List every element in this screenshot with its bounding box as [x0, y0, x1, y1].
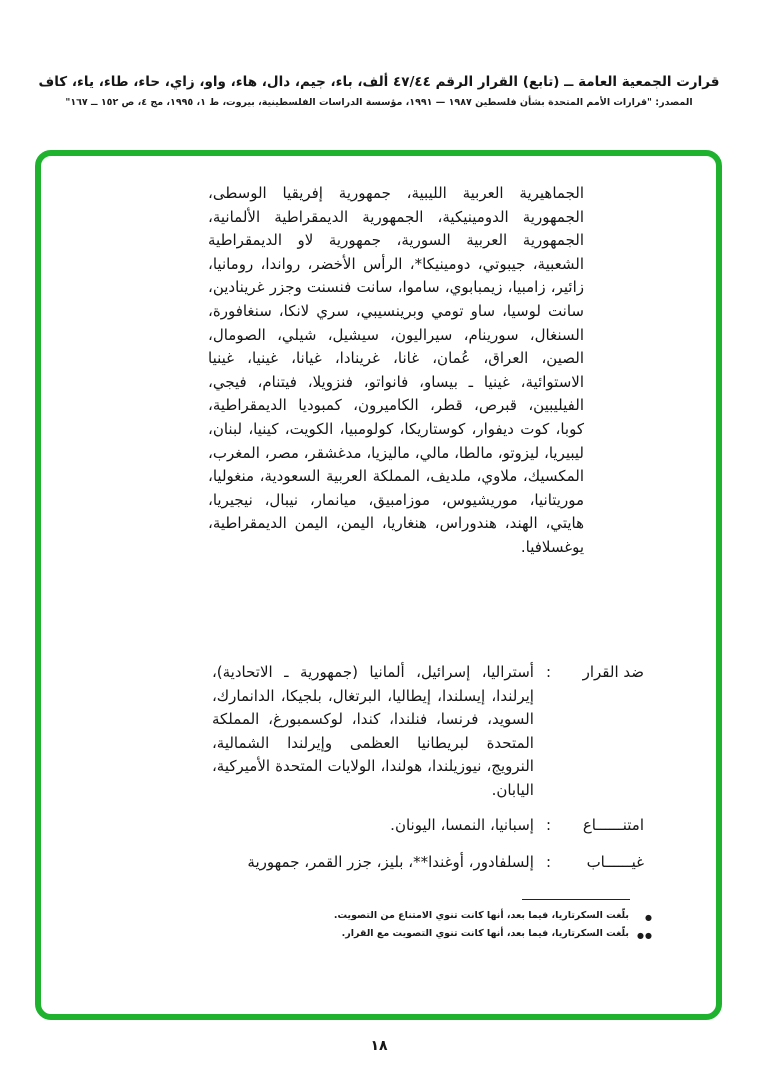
- section-absent-text: إلسلفادور، أوغندا**، بليز، جزر القمر، جمهورية: [247, 853, 534, 871]
- footnote-text: بلّغت السكرتاريا، فيما بعد، أنها كانت تنوي الامتناع من التصويت.: [333, 910, 629, 921]
- footnote-text: بلّغت السكرتاريا، فيما بعد، أنها كانت تنوي التصويت مع القرار.: [341, 928, 629, 939]
- section-against: [212, 661, 644, 803]
- footnotes: [288, 908, 653, 944]
- footnote-marker: ●: [645, 913, 653, 922]
- section-against-text: أستراليا، إسرائيل، ألمانيا (جمهورية ـ الاتحادية)، إيرلندا، إيسلندا، إيطاليا، البرتغال، بلجيكا، الدانمارك، السويد، فرنسا، فنلندا، كندا، لوكسمبورغ، المملكة المتحدة لبريطانيا العظمى وإيرلندا الشمالية، النرويج، نيوزيلندا، هولندا، الولايات المتحدة الأميركية، اليابان.: [211, 663, 534, 799]
- page-number: ١٨: [370, 1038, 388, 1054]
- section-absent-label: غيــــــاب: [586, 853, 644, 871]
- footnote-marker: ●●: [637, 931, 653, 940]
- footnote-divider: [522, 899, 630, 900]
- green-frame: [35, 150, 722, 1020]
- footnote-single-asterisk: [288, 908, 653, 926]
- section-abstain: [212, 814, 644, 838]
- section-absent: [212, 851, 644, 875]
- page-header: [0, 74, 758, 108]
- section-abstain-text: إسبانيا، النمسا، اليونان.: [390, 816, 534, 834]
- section-against-colon: :: [545, 663, 551, 681]
- section-abstain-label: امتنــــــاع: [582, 816, 644, 834]
- section-abstain-colon: :: [545, 816, 551, 834]
- vote-list-continuation: الجماهيرية العربية الليبية، جمهورية إفريقيا الوسطى، الجمهورية الدومينيكية، الجمهورية الديمقراطية الألمانية، الجمهورية العربية السورية، جمهورية لاو الديمقراطية الشعبية، جيبوتي، دومينيكا*، الرأس الأخضر، رواندا، رومانيا، زائير، زامبيا، زيمبابوي، ساموا، سانت فنسنت وجزر غرينادين، سانت لوسيا، ساو تومي وبرينسيبي، سري لانكا، سنغافورة، السنغال، سورينام، سيراليون، سيشيل، شيلي، الصومال، الصين، العراق، عُمان، غانا، غرينادا، غيانا، غينيا، غينيا الاستوائية، غينيا ـ بيساو، فانواتو، فنزويلا، فيتنام، فيجي، الفيليبين، قبرص، قطر، الكاميرون، كمبوديا الديمقراطية، كوبا، كوت ديفوار، كوستاريكا، كولومبيا، الكويت، كينيا، لبنان، ليبيريا، ليزوتو، مالطا، مالي، ماليزيا، مدغشقر، مصر، المغرب، المكسيك، ملاوي، ملديف، المملكة العربية السعودية، منغوليا، موريتانيا، موريشيوس، موزامبيق، ميانمار، نيبال، نيجيريا، هايتي، الهند، هندوراس، هنغاريا، اليمن، اليمن الديمقراطية، يوغسلافيا.: [208, 184, 584, 556]
- footnote-double-asterisk: [288, 926, 653, 944]
- document-title: قرارت الجمعية العامة ــ (تابع) القرار الرقم ٤٧/٤٤ ألف، باء، جيم، دال، هاء، واو، زاي، حاء، طاء، ياء، كاف: [38, 74, 720, 90]
- source-citation: المصدر: "قرارات الأمم المتحدة بشأن فلسطين ١٩٨٧ — ١٩٩١، مؤسسة الدراسات الفلسطينية، بيروت، ط ١، ١٩٩٥، مج ٤، ص ١٥٢ ــ ١٦٧": [65, 97, 693, 108]
- section-against-label: ضد القرار: [582, 663, 644, 681]
- section-absent-colon: :: [545, 853, 551, 871]
